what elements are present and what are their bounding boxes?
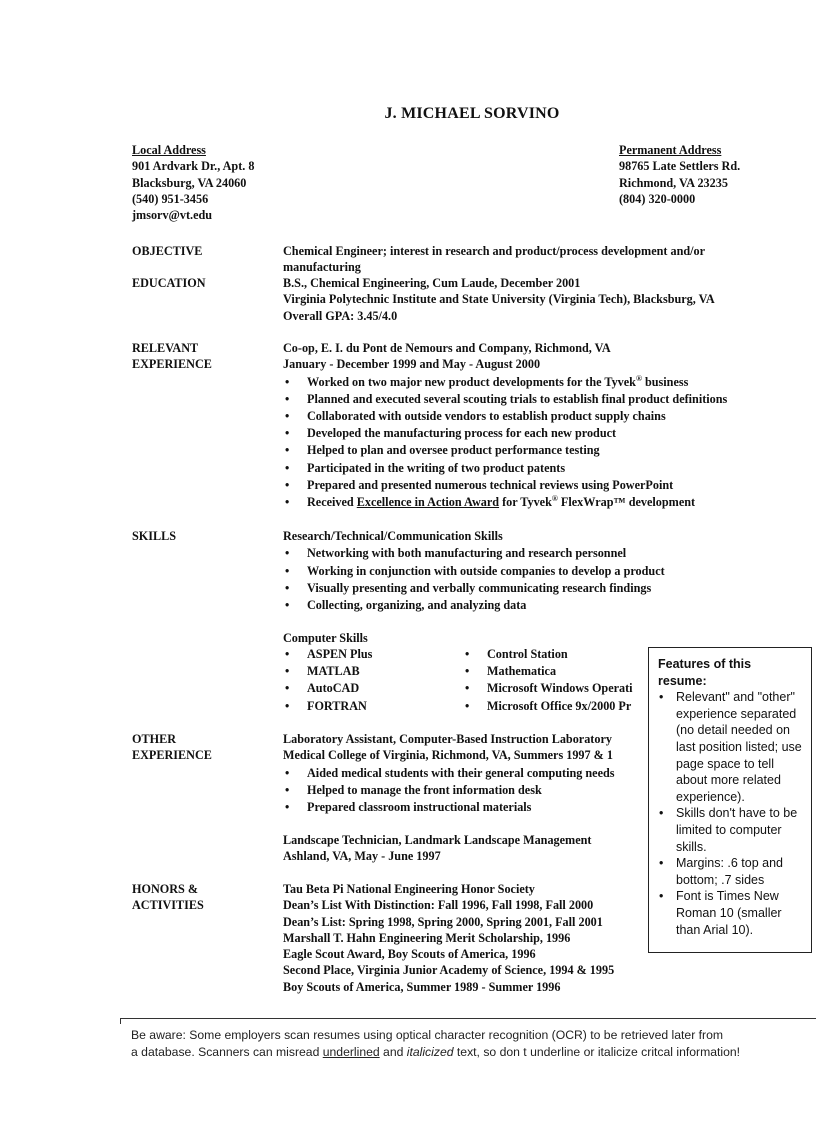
list-item: • Received Excellence in Action Award for Tyvek® FlexWrap™ development: [283, 494, 803, 511]
address-line: (540) 951-3456: [132, 191, 209, 206]
divider-tick: [120, 1018, 121, 1024]
italic-word: italicized: [406, 1045, 454, 1059]
list-item: • FORTRAN: [283, 698, 372, 715]
label-line: EXPERIENCE: [132, 748, 212, 763]
list-item: • MATLAB: [283, 663, 372, 680]
honor-item: Eagle Scout Award, Boy Scouts of America, 1996: [283, 947, 536, 962]
education-label: EDUCATION: [132, 276, 206, 290]
permanent-address: [619, 142, 809, 207]
note-line: Be aware: Some employers scan resumes using optical character recognition (OCR) to be retrieved later from: [131, 1028, 724, 1042]
address-line: Blacksburg, VA 24060: [132, 175, 247, 190]
list-item: • Networking with both manufacturing and research personnel: [283, 545, 803, 562]
honor-item: Second Place, Virginia Junior Academy of Science, 1994 & 1995: [283, 963, 615, 978]
gpa: Overall GPA: 3.45/4.0: [283, 308, 398, 323]
list-item: • Worked on two major new product developments for the Tyvek® business: [283, 374, 803, 391]
note-line: a database. Scanners can misread underlined and italicized text, so don t underline or italicize critcal information!: [131, 1045, 741, 1059]
list-item: • Working in conjunction with outside companies to develop a product: [283, 563, 803, 580]
callout-list: [658, 689, 803, 938]
job-title: Landscape Technician, Landmark Landscape Management: [283, 833, 592, 847]
address-line: 901 Ardvark Dr., Apt. 8: [132, 159, 255, 174]
label-line: ACTIVITIES: [132, 898, 204, 913]
list-item: • ASPEN Plus: [283, 646, 372, 663]
job-title: Laboratory Assistant, Computer-Based Instruction Laboratory: [283, 732, 612, 746]
education-section: [283, 275, 803, 324]
list-item: • AutoCAD: [283, 680, 372, 697]
computer-skills-left: [283, 646, 372, 715]
skills-bullets: [283, 545, 803, 614]
list-item: • Mathematica: [463, 663, 633, 680]
list-item: • Collaborated with outside vendors to establish product supply chains: [283, 408, 803, 425]
address-line: Richmond, VA 23235: [619, 175, 728, 190]
honor-item: Dean’s List: Spring 1998, Spring 2000, Spring 2001, Fall 2001: [283, 914, 603, 929]
job-place: Medical College of Virginia, Richmond, VA, Summers 1997 & 1: [283, 748, 613, 763]
local-address-heading: Local Address: [132, 143, 206, 157]
employer: Co-op, E. I. du Pont de Nemours and Company, Richmond, VA: [283, 341, 611, 355]
computer-skills-right: [463, 646, 633, 715]
job-place: Ashland, VA, May - June 1997: [283, 849, 441, 864]
skills-subheading: Research/Technical/Communication Skills: [283, 529, 503, 543]
relevant-experience-label: [132, 340, 277, 373]
list-item: • Microsoft Office 9x/2000 Pr: [463, 698, 633, 715]
dates: January - December 1999 and May - August 2000: [283, 357, 541, 372]
honor-item: Dean’s List With Distinction: Fall 1996, Fall 1998, Fall 2000: [283, 898, 594, 913]
honor-item: Marshall T. Hahn Engineering Merit Scholarship, 1996: [283, 930, 571, 945]
list-item: • Planned and executed several scouting trials to establish final product definitions: [283, 391, 803, 408]
label-line: HONORS &: [132, 882, 199, 896]
university: Virginia Polytechnic Institute and State University (Virginia Tech), Blacksburg, VA: [283, 292, 715, 307]
scanning-note: [131, 1027, 811, 1061]
label-line: EXPERIENCE: [132, 357, 212, 372]
list-item: • Visually presenting and verbally communicating research findings: [283, 580, 803, 597]
list-item: • Control Station: [463, 646, 633, 663]
label-line: OTHER: [132, 732, 177, 746]
underlined-word: underlined: [322, 1045, 380, 1059]
honor-item: Boy Scouts of America, Summer 1989 - Summer 1996: [283, 979, 561, 994]
divider: [120, 1018, 816, 1019]
computer-skills-heading: Computer Skills: [283, 631, 368, 645]
list-item: • Developed the manufacturing process for each new product: [283, 425, 803, 442]
degree: B.S., Chemical Engineering, Cum Laude, December 2001: [283, 276, 581, 290]
honor-item: Tau Beta Pi National Engineering Honor Society: [283, 882, 535, 896]
list-item: • Helped to plan and oversee product performance testing: [283, 442, 803, 459]
resume-name: J. MICHAEL SORVINO: [384, 105, 560, 122]
objective-label: OBJECTIVE: [132, 244, 203, 258]
award-name: Excellence in Action Award: [356, 495, 500, 510]
list-item: • Font is Times New Roman 10 (smaller than Arial 10).: [658, 888, 803, 938]
permanent-address-heading: Permanent Address: [619, 143, 722, 157]
list-item: • Aided medical students with their general computing needs: [283, 765, 803, 782]
objective-text: Chemical Engineer; interest in research and product/process development and/or manufacturing: [283, 244, 705, 275]
list-item: • Microsoft Windows Operati: [463, 680, 633, 697]
email: jmsorv@vt.edu: [132, 208, 213, 223]
other-experience-label: [132, 731, 277, 764]
callout-heading: Features of this resume:: [658, 657, 752, 688]
local-address: [132, 142, 392, 223]
skills-section: [283, 528, 803, 614]
list-item: • Margins: .6 top and bottom; .7 sides: [658, 855, 803, 888]
list-item: • Collecting, organizing, and analyzing data: [283, 597, 803, 614]
list-item: • Participated in the writing of two product patents: [283, 460, 803, 477]
relevant-experience-section: [283, 340, 803, 511]
honors-label: [132, 881, 277, 914]
list-item: • Prepared and presented numerous technical reviews using PowerPoint: [283, 477, 803, 494]
list-item: • Skills don't have to be limited to computer skills.: [658, 805, 803, 855]
experience-bullets: [283, 374, 803, 512]
address-line: (804) 320-0000: [619, 191, 696, 206]
skills-label: SKILLS: [132, 529, 177, 543]
list-item: • Helped to manage the front information desk: [283, 782, 803, 799]
label-line: RELEVANT: [132, 341, 199, 355]
address-line: 98765 Late Settlers Rd.: [619, 159, 741, 174]
list-item: • Prepared classroom instructional materials: [283, 799, 803, 816]
list-item: • Relevant" and "other" experience separated (no detail needed on last position listed; use page space to tell about more related experience).: [658, 689, 803, 805]
features-callout: [648, 647, 812, 953]
